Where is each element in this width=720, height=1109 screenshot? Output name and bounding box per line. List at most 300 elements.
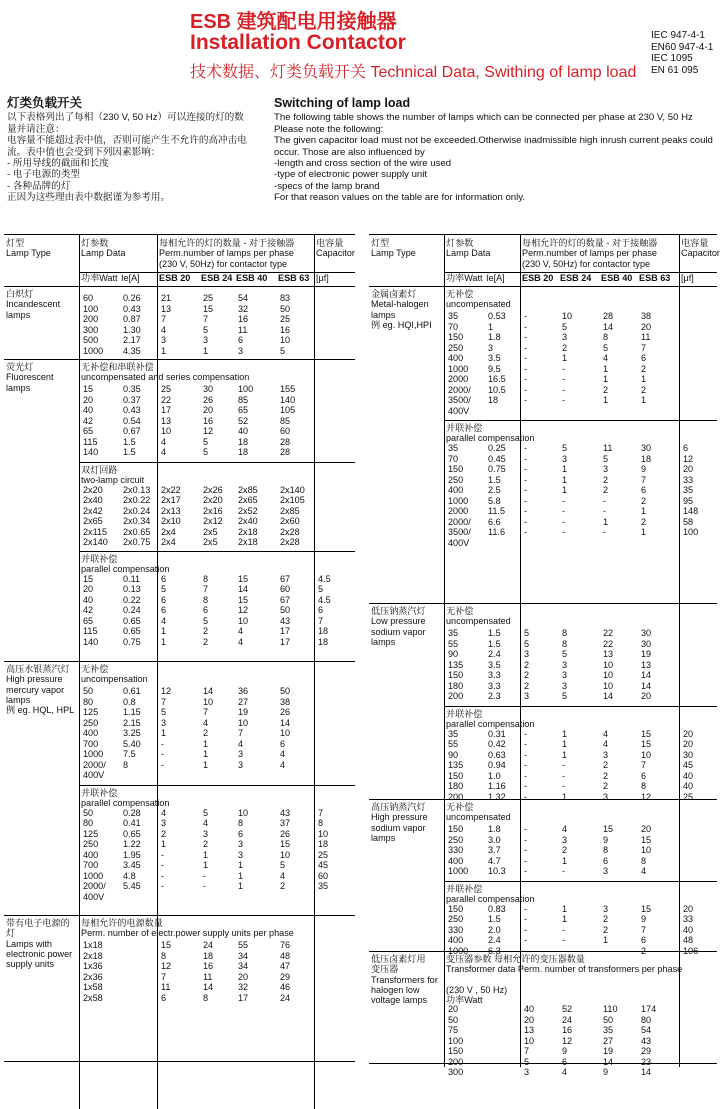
esb63-cell: 14: [641, 680, 652, 691]
capacitor-cell: 18: [318, 636, 329, 647]
esb63-cell: 67: [280, 594, 291, 605]
current-cell: 1.5: [488, 638, 501, 649]
watt-cell: 1000: [448, 945, 469, 956]
current-cell: 1.5: [123, 436, 136, 447]
esb20-cell: -: [524, 866, 528, 876]
esb40-cell: 11: [238, 324, 248, 335]
esb24-cell: 10: [562, 311, 573, 321]
watt-cell: 55: [448, 739, 459, 749]
watt-cell: 250: [448, 474, 464, 485]
watt-cell: 2x42: [83, 505, 103, 516]
table-row: [444, 496, 717, 507]
esb63-cell: 2x60: [280, 516, 300, 526]
capacitor-header: 电容量 Capacitor: [681, 238, 720, 259]
lamp-type-label: 金属卤素灯 Metal-halogen lamps 例 eg. HQI,HPI: [371, 289, 432, 330]
esb20-cell: -: [524, 914, 528, 924]
esb20-cell: -: [524, 353, 528, 363]
current-cell: 0.35: [123, 384, 141, 394]
esb40-cell: 18: [238, 436, 249, 447]
table-row: [444, 454, 717, 465]
watt-cell: 1000: [448, 495, 469, 506]
esb63-cell: 8: [641, 781, 647, 791]
watt-cell: 140: [83, 636, 99, 647]
current-cell: 1.16: [488, 781, 506, 791]
current-cell: 2x0.24: [123, 505, 151, 516]
esb24-cell: 16: [203, 961, 214, 971]
table-row: [79, 982, 355, 993]
watt-cell: 2x36: [83, 971, 103, 982]
watt-cell: 250: [83, 839, 99, 849]
esb40-cell: 3: [238, 759, 244, 770]
lamp-type-label: 白炽灯 Incandescent lamps: [6, 289, 61, 320]
table-row: [79, 516, 355, 527]
esb40-cell: 11: [603, 443, 613, 453]
current-cell: 1.5: [123, 447, 136, 457]
esb24-cell: 5: [562, 443, 568, 453]
esb40-cell: 3: [603, 464, 609, 474]
table-row: [444, 760, 717, 771]
table-row: [79, 697, 355, 708]
watt-cell: 150: [448, 464, 464, 474]
esb63-cell: 2x28: [280, 537, 300, 547]
current-cell: 1.15: [123, 707, 141, 717]
esb63-cell: 17: [280, 626, 291, 636]
esb20-cell: 2x17: [161, 495, 181, 505]
esb63-cell: 1: [641, 374, 647, 384]
esb20-cell: 17: [161, 405, 172, 415]
esb63-cell: 18: [641, 453, 652, 464]
esb24-cell: 2x5: [203, 526, 218, 537]
table-row: [79, 325, 355, 336]
watt-cell: 75: [448, 1025, 459, 1035]
esb24-cell: 10: [203, 696, 214, 707]
esb24-cell: 7: [203, 707, 209, 717]
esb40-cell: 3: [238, 839, 244, 849]
table-row: [444, 628, 717, 639]
watt-cell: 400: [448, 855, 464, 866]
esb40-cell: 10: [603, 680, 614, 691]
lamp-type-header: 灯型 Lamp Type: [6, 238, 51, 259]
standards-list: [651, 30, 713, 76]
esb63-cell: 10: [641, 845, 652, 855]
esb40-cell: -: [603, 945, 607, 956]
esb24-cell: 16: [562, 1025, 573, 1035]
watt-cell: 135: [448, 760, 464, 770]
esb40-cell: 4: [238, 636, 244, 647]
current-cell: 3.5: [488, 353, 501, 363]
table-row: [79, 506, 355, 517]
column-divider: [314, 235, 315, 286]
lamp-section: [79, 785, 355, 906]
esb24-cell: -: [562, 506, 566, 516]
watt-cell: 20: [83, 394, 94, 405]
capacitor-cell: 95: [683, 495, 694, 506]
capacitor-cell: 25: [318, 849, 329, 860]
current-cell: 1.5: [488, 628, 501, 638]
esb63-cell: 14: [280, 717, 291, 728]
esb63-cell: 76: [280, 940, 291, 950]
esb40-cell: 36: [238, 686, 249, 696]
esb63-cell: 2: [641, 945, 647, 956]
esb63-cell: 10: [280, 849, 291, 860]
esb63-cell: 2: [641, 384, 647, 395]
current-cell: 1.8: [488, 824, 501, 834]
esb63-cell: 4: [280, 759, 286, 770]
esb24-cell: -: [562, 781, 566, 791]
current-cell: 0.83: [488, 903, 506, 914]
current-cell: 18: [488, 395, 499, 405]
current-cell: 0.94: [488, 760, 506, 770]
table-row: [79, 972, 355, 983]
watt-cell: 2000: [448, 506, 469, 516]
esb63-cell: 8: [641, 855, 647, 866]
watt-cell: 125: [83, 828, 99, 839]
capacitor-cell: 12: [683, 453, 694, 464]
esb24-cell: 5: [203, 615, 209, 626]
capacitor-cell: 6: [318, 605, 324, 615]
capacitor-cell: 48: [683, 935, 694, 945]
current-cell: 0.75: [123, 636, 141, 647]
watt-cell: 150: [448, 770, 464, 781]
table-row: [444, 739, 717, 750]
esb40-cell: 2: [603, 914, 609, 924]
current-cell: 8: [123, 759, 129, 770]
table-row: [79, 993, 355, 1004]
esb40-cell: 2x65: [238, 495, 258, 505]
current-cell: 0.43: [123, 303, 141, 314]
esb24-cell: 3: [562, 834, 568, 845]
esb20-cell: 20: [524, 1014, 535, 1025]
table-row: [79, 850, 355, 861]
esb24-cell: 5: [562, 691, 568, 701]
esb24-cell: 1: [562, 739, 568, 749]
esb40-cell: 9: [603, 1067, 609, 1077]
esb63-cell: 2: [641, 495, 647, 506]
table-row: [444, 866, 717, 877]
current-cell: 2x0.13: [123, 484, 151, 495]
esb24-cell: 2: [203, 728, 209, 738]
esb40-cell: 13: [603, 649, 614, 659]
esb20-cell: 40: [524, 1004, 535, 1014]
table-row: [79, 749, 355, 760]
esb20-cell: 2x4: [161, 537, 176, 547]
esb40-cell: 27: [603, 1035, 614, 1046]
esb40-cell: 9: [603, 834, 609, 845]
watt-cell: 20: [83, 584, 94, 594]
esb20-cell: -: [524, 728, 528, 739]
lamp-group: [4, 661, 355, 915]
lamp-table-left: [4, 234, 355, 1062]
esb40-cell: 3: [238, 849, 244, 860]
esb63-cell: 4: [280, 749, 286, 759]
esb40-cell: 28: [603, 311, 614, 321]
esb63-cell: 1: [641, 527, 647, 537]
esb24-cell: 2: [562, 845, 568, 855]
watt-cell: 1000: [83, 749, 104, 759]
table-row: [79, 574, 355, 585]
current-cell: 0.28: [123, 807, 141, 818]
esb20-cell: 3: [524, 691, 530, 701]
esb20-cell: 5: [524, 1056, 530, 1067]
esb24-cell: 8: [562, 628, 568, 638]
esb63-cell: 6: [641, 485, 647, 495]
watt-cell: 2000/: [448, 516, 471, 527]
esb24-cell: 14: [203, 686, 214, 696]
table-row: [444, 681, 717, 692]
esb40-cell: 2: [603, 485, 609, 495]
esb24-cell: -: [562, 924, 566, 935]
esb20-cell: 2x22: [161, 484, 181, 495]
column-divider: [520, 235, 521, 286]
capacitor-cell: 18: [318, 626, 329, 636]
lamp-section: [444, 420, 717, 551]
capacitor-cell: 4.5: [318, 573, 331, 584]
watt-cell: 150: [448, 1046, 464, 1056]
esb24-cell: 24: [562, 1014, 573, 1025]
esb63-cell: 46: [280, 982, 291, 992]
capacitor-cell: 148: [683, 506, 699, 516]
table-row: [444, 856, 717, 867]
table-row: [79, 527, 355, 538]
table-row: [444, 485, 717, 496]
esb63-cell: 24: [280, 992, 291, 1003]
section-caption: 无补偿 uncompensation: [81, 664, 148, 685]
esb24-cell: -: [203, 870, 207, 881]
esb63-header: ESB 63: [639, 273, 671, 283]
table-row: [444, 925, 717, 936]
esb40-cell: 14: [238, 584, 249, 594]
capacitor-cell: 60: [318, 870, 329, 881]
esb20-cell: -: [524, 332, 528, 342]
esb24-cell: 4: [203, 717, 209, 728]
current-header: Ie[A]: [486, 273, 505, 283]
table-row: [79, 637, 355, 648]
esb20-cell: -: [524, 342, 528, 353]
current-cell: 0.54: [123, 415, 141, 426]
esb24-cell: 5: [203, 447, 209, 457]
esb63-cell: 30: [641, 443, 652, 453]
esb24-cell: 3: [562, 670, 568, 680]
esb40-cell: 32: [238, 982, 249, 992]
lamp-group: [369, 603, 717, 802]
watt-cell: 80: [83, 818, 94, 828]
table-row: [444, 353, 717, 364]
capacitor-cell: 40: [683, 781, 694, 791]
watt-header: 功率Watt: [446, 273, 483, 283]
esb20-cell: -: [524, 495, 528, 506]
current-cell: 0.67: [123, 426, 141, 436]
section-list: [79, 287, 355, 360]
esb20-cell: 21: [161, 293, 172, 303]
table-row: [79, 335, 355, 346]
current-cell: 1: [488, 321, 494, 332]
esb24-cell: 1: [562, 903, 568, 914]
esb24-cell: 1: [203, 345, 209, 356]
esb40-cell: 10: [238, 717, 249, 728]
esb63-cell: 140: [280, 394, 296, 405]
lamp-type-label: 荧光灯 Fluorescent lamps: [6, 362, 54, 393]
watt-cell: 200: [448, 1056, 464, 1067]
watt-cell: 35: [448, 628, 459, 638]
esb20-cell: 3: [524, 649, 530, 659]
current-cell: 2x0.65: [123, 526, 151, 537]
capacitor-cell: 45: [318, 860, 329, 870]
esb20-cell: 3: [524, 1067, 530, 1077]
intro-cn-text: 以下表格列出了每相（230 V, 50 Hz）可以连接的灯的数量并请注意： 电容量不能超过表中值，否则可能产生不允许的高冲击电流。表中值也会受到下列因素影响： - 所用导线的截面和长度 - 电子电源的类型 - 各种品牌的灯 正因为这些理由表中数据谨为参考用。: [7, 112, 247, 204]
table-row: [444, 443, 717, 454]
capacitor-cell: 7: [318, 807, 324, 818]
esb20-cell: 3: [161, 818, 167, 828]
esb63-cell: 155: [280, 384, 296, 394]
esb40-cell: 1: [603, 935, 609, 945]
table-row: [444, 750, 717, 761]
watt-cell: 150: [448, 670, 464, 680]
esb40-cell: 1: [603, 516, 609, 527]
table-row: [79, 760, 355, 771]
esb40-cell: 2: [603, 384, 609, 395]
esb20-cell: -: [524, 506, 528, 516]
watt-cell: 2x65: [83, 516, 103, 526]
table-row: [79, 304, 355, 315]
esb20-cell: 2: [524, 680, 530, 691]
esb40-cell: 110: [603, 1004, 618, 1014]
esb20-cell: 2x4: [161, 526, 176, 537]
table-row: [444, 527, 717, 538]
esb63-cell: 19: [641, 649, 652, 659]
esb24-cell: -: [562, 516, 566, 527]
esb24-cell: 1: [203, 738, 209, 749]
table-row: [79, 728, 355, 739]
capacitor-cell: 58: [683, 516, 694, 527]
perm-lamps-header: 每相允许的灯的数量 - 对于接触器 Perm.number of lamps per phase (230 V, 50Hz) for contactor type: [159, 238, 295, 269]
watt-cell: 500: [83, 335, 99, 345]
esb20-cell: 22: [161, 394, 172, 405]
esb20-cell: 3: [161, 335, 167, 345]
capacitor-cell: 20: [683, 464, 694, 474]
table-row: [444, 395, 717, 406]
current-cell: 3.0: [488, 834, 501, 845]
esb40-cell: 55: [238, 940, 249, 950]
current-cell: 0.26: [123, 293, 141, 303]
lamp-section: [79, 916, 355, 1007]
esb63-cell: 50: [280, 303, 291, 314]
unit-header: [μf]: [681, 273, 694, 283]
esb40-cell: 20: [238, 971, 249, 982]
watt-cell: 400: [83, 728, 99, 738]
esb40-cell: 6: [238, 828, 244, 839]
esb20-cell: -: [161, 738, 165, 749]
esb40-cell: 4: [603, 739, 609, 749]
table-row: [79, 426, 355, 437]
intro-en-text: The following table shows the number of lamps which can be connected per phase at 230 V, 50 Hz Please note the following: The given capacitor load must not be exceeded.Otherwise inadmissible high inrush current peaks could occur. Those are also influenced by -length and cross section of the wire used -type of electronic power supply unit -specs of the lamp brand For that reason values on the table are for information only.: [274, 112, 713, 204]
esb20-cell: 15: [161, 940, 172, 950]
esb40-cell: 3: [603, 866, 609, 876]
esb40-cell: 8: [603, 332, 609, 342]
watt-cell: 50: [448, 1014, 459, 1025]
table-row: [444, 835, 717, 846]
esb40-cell: 4: [603, 353, 609, 363]
page-header: [0, 0, 720, 92]
current-cell: 1.95: [123, 849, 141, 860]
watt-cell: 125: [83, 707, 99, 717]
esb24-cell: 1: [562, 353, 568, 363]
esb20-cell: -: [524, 474, 528, 485]
current-cell: 2.3: [488, 691, 501, 701]
esb20-cell: 5: [524, 638, 530, 649]
esb40-cell: 10: [603, 659, 614, 670]
esb20-cell: -: [161, 870, 165, 881]
current-cell: 0.24: [123, 605, 141, 615]
current-cell: 4.7: [488, 855, 501, 866]
section-list: [79, 360, 355, 650]
watt-cell: 330: [448, 845, 464, 855]
table-row: [79, 871, 355, 882]
esb40-cell: 35: [603, 1025, 614, 1035]
esb24-cell: 5: [203, 436, 209, 447]
watt-cell: 400V: [448, 405, 470, 416]
table-row: [444, 1046, 717, 1057]
esb24-cell: -: [562, 760, 566, 770]
lamp-section: [79, 287, 355, 360]
esb40-cell: 22: [603, 638, 614, 649]
section-caption: 并联补偿 parallel compensation: [81, 787, 170, 808]
watt-cell: 140: [83, 447, 99, 457]
current-cell: 2x0.22: [123, 495, 151, 505]
esb40-cell: 2x18: [238, 537, 258, 547]
watt-cell: 2000/: [83, 759, 106, 770]
subtitle: 技术数据、灯类负载开关 Technical Data, Swithing of lamp load: [190, 64, 637, 81]
esb40-cell: 27: [238, 696, 249, 707]
esb63-cell: 67: [280, 573, 291, 584]
table-row: [79, 718, 355, 729]
esb40-cell: 34: [238, 950, 249, 961]
esb40-cell: 50: [603, 1014, 614, 1025]
column-divider: [679, 235, 680, 286]
table-row: [79, 495, 355, 506]
esb40-cell: 85: [238, 394, 249, 405]
header-divider: [444, 272, 717, 273]
table-row: [79, 707, 355, 718]
esb63-cell: 60: [280, 426, 291, 436]
esb24-cell: 2x12: [203, 516, 223, 526]
current-cell: 0.75: [488, 464, 506, 474]
esb20-cell: -: [524, 363, 528, 374]
current-cell: 1.30: [123, 324, 141, 335]
esb63-cell: 2x105: [280, 495, 305, 505]
table-row: [444, 343, 717, 354]
lamp-data-header: 灯参数 Lamp Data: [81, 238, 126, 259]
watt-cell: 2000: [448, 374, 469, 384]
watt-cell: 40: [83, 594, 94, 605]
current-cell: 0.65: [123, 626, 141, 636]
capacitor-cell: 7: [318, 615, 324, 626]
esb20-cell: 6: [161, 594, 167, 605]
esb63-cell: 50: [280, 605, 291, 615]
esb63-cell: 54: [641, 1025, 652, 1035]
table-row: [79, 829, 355, 840]
lamp-type-header: 灯型 Lamp Type: [371, 238, 416, 259]
esb63-cell: 16: [280, 324, 291, 335]
table-row: [79, 881, 355, 892]
watt-header: 功率Watt: [81, 273, 118, 283]
watt-cell: 2000/: [448, 384, 471, 395]
esb24-cell: 16: [203, 415, 214, 426]
esb24-cell: 3: [203, 335, 209, 345]
esb63-cell: 20: [641, 691, 652, 701]
esb63-cell: 15: [280, 839, 291, 849]
esb40-cell: 4: [238, 626, 244, 636]
watt-cell: 700: [83, 860, 99, 870]
